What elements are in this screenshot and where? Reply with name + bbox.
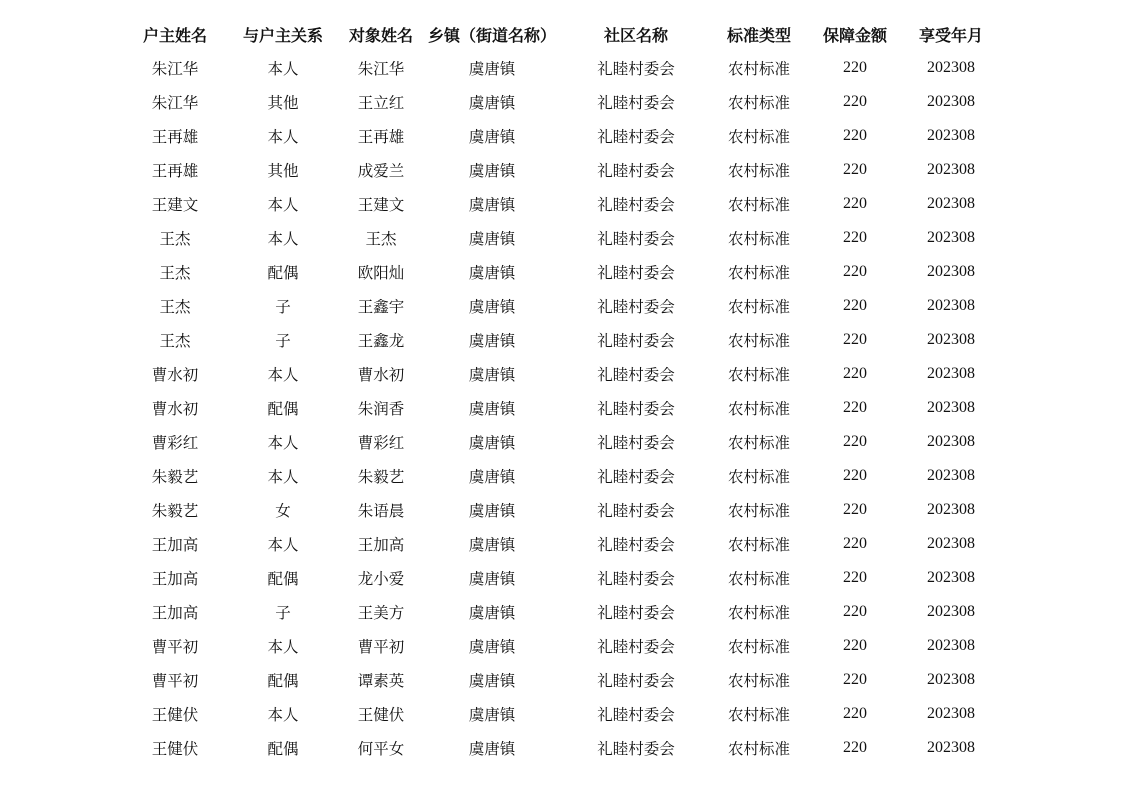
cell-township: 虞唐镇 [468, 94, 516, 112]
cell-beneficiary-name: 欧阳灿 [357, 264, 405, 282]
cell-amount: 220 [843, 467, 867, 484]
header-relationship: 与户主关系 [242, 25, 323, 45]
cell-beneficiary-name: 曹彩红 [357, 434, 405, 452]
table-row [120, 425, 996, 459]
cell-standard-type: 农村标准 [727, 230, 790, 248]
cell-relationship: 本人 [267, 60, 299, 78]
cell-relationship: 配偶 [267, 264, 299, 282]
cell-beneficiary-name: 谭素英 [357, 672, 405, 690]
table-body [120, 51, 996, 765]
cell-standard-type: 农村标准 [727, 502, 790, 520]
cell-household-head-name: 王建文 [151, 196, 199, 214]
cell-beneficiary-name: 朱毅艺 [357, 468, 405, 486]
cell-household-head-name: 朱毅艺 [151, 468, 199, 486]
cell-period: 202308 [927, 331, 975, 348]
cell-standard-type: 农村标准 [727, 332, 790, 350]
cell-period: 202308 [927, 161, 975, 178]
cell-relationship: 本人 [267, 128, 299, 146]
cell-standard-type: 农村标准 [727, 264, 790, 282]
cell-household-head-name: 王加高 [151, 570, 199, 588]
cell-township: 虞唐镇 [468, 332, 516, 350]
table-row [120, 629, 996, 663]
cell-household-head-name: 朱毅艺 [151, 502, 199, 520]
cell-household-head-name: 王杰 [159, 298, 191, 316]
cell-township: 虞唐镇 [468, 400, 516, 418]
cell-amount: 220 [843, 671, 867, 688]
cell-standard-type: 农村标准 [727, 706, 790, 724]
header-amount: 保障金额 [822, 25, 887, 45]
cell-amount: 220 [843, 705, 867, 722]
table-row [120, 357, 996, 391]
cell-beneficiary-name: 何平女 [357, 740, 405, 758]
cell-community: 礼睦村委会 [597, 94, 675, 112]
cell-period: 202308 [927, 467, 975, 484]
table-row [120, 595, 996, 629]
cell-amount: 220 [843, 59, 867, 76]
table-row [120, 731, 996, 765]
cell-standard-type: 农村标准 [727, 196, 790, 214]
cell-township: 虞唐镇 [468, 706, 516, 724]
cell-amount: 220 [843, 93, 867, 110]
cell-standard-type: 农村标准 [727, 366, 790, 384]
table-row [120, 51, 996, 85]
cell-period: 202308 [927, 501, 975, 518]
cell-beneficiary-name: 王鑫宇 [357, 298, 405, 316]
cell-township: 虞唐镇 [468, 536, 516, 554]
cell-community: 礼睦村委会 [597, 196, 675, 214]
header-household-head-name: 户主姓名 [142, 25, 207, 45]
cell-household-head-name: 曹彩红 [151, 434, 199, 452]
cell-household-head-name: 王杰 [159, 332, 191, 350]
cell-period: 202308 [927, 297, 975, 314]
cell-relationship: 本人 [267, 536, 299, 554]
cell-amount: 220 [843, 195, 867, 212]
cell-township: 虞唐镇 [468, 604, 516, 622]
cell-township: 虞唐镇 [468, 672, 516, 690]
cell-relationship: 本人 [267, 638, 299, 656]
cell-community: 礼睦村委会 [597, 60, 675, 78]
cell-amount: 220 [843, 399, 867, 416]
cell-township: 虞唐镇 [468, 230, 516, 248]
table-row [120, 663, 996, 697]
cell-period: 202308 [927, 59, 975, 76]
cell-amount: 220 [843, 739, 867, 756]
cell-relationship: 本人 [267, 434, 299, 452]
table-row [120, 697, 996, 731]
table-row [120, 561, 996, 595]
cell-township: 虞唐镇 [468, 264, 516, 282]
cell-relationship: 本人 [267, 196, 299, 214]
cell-amount: 220 [843, 331, 867, 348]
cell-standard-type: 农村标准 [727, 638, 790, 656]
cell-township: 虞唐镇 [468, 60, 516, 78]
cell-standard-type: 农村标准 [727, 536, 790, 554]
cell-beneficiary-name: 王加高 [357, 536, 405, 554]
cell-amount: 220 [843, 535, 867, 552]
cell-community: 礼睦村委会 [597, 400, 675, 418]
table-row [120, 119, 996, 153]
cell-period: 202308 [927, 637, 975, 654]
header-period: 享受年月 [918, 25, 983, 45]
cell-relationship: 配偶 [267, 740, 299, 758]
assistance-roster-table [120, 17, 996, 765]
cell-amount: 220 [843, 127, 867, 144]
cell-period: 202308 [927, 671, 975, 688]
cell-beneficiary-name: 朱润香 [357, 400, 405, 418]
cell-period: 202308 [927, 263, 975, 280]
cell-relationship: 配偶 [267, 570, 299, 588]
cell-period: 202308 [927, 705, 975, 722]
cell-period: 202308 [927, 433, 975, 450]
cell-township: 虞唐镇 [468, 502, 516, 520]
cell-township: 虞唐镇 [468, 434, 516, 452]
cell-community: 礼睦村委会 [597, 230, 675, 248]
cell-relationship: 其他 [267, 94, 299, 112]
cell-standard-type: 农村标准 [727, 570, 790, 588]
table-row [120, 289, 996, 323]
header-beneficiary-name: 对象姓名 [348, 25, 413, 45]
cell-community: 礼睦村委会 [597, 298, 675, 316]
cell-household-head-name: 王再雄 [151, 162, 199, 180]
cell-community: 礼睦村委会 [597, 672, 675, 690]
cell-standard-type: 农村标准 [727, 162, 790, 180]
cell-beneficiary-name: 曹水初 [357, 366, 405, 384]
cell-community: 礼睦村委会 [597, 162, 675, 180]
cell-period: 202308 [927, 739, 975, 756]
cell-beneficiary-name: 成爱兰 [357, 162, 405, 180]
cell-household-head-name: 朱江华 [151, 94, 199, 112]
cell-community: 礼睦村委会 [597, 468, 675, 486]
cell-community: 礼睦村委会 [597, 570, 675, 588]
table-row [120, 255, 996, 289]
cell-standard-type: 农村标准 [727, 434, 790, 452]
cell-township: 虞唐镇 [468, 570, 516, 588]
cell-amount: 220 [843, 229, 867, 246]
header-township: 乡镇（街道名称） [427, 25, 556, 45]
cell-standard-type: 农村标准 [727, 60, 790, 78]
cell-household-head-name: 王杰 [159, 230, 191, 248]
cell-period: 202308 [927, 195, 975, 212]
cell-beneficiary-name: 王再雄 [357, 128, 405, 146]
cell-amount: 220 [843, 501, 867, 518]
cell-community: 礼睦村委会 [597, 434, 675, 452]
cell-amount: 220 [843, 603, 867, 620]
cell-township: 虞唐镇 [468, 638, 516, 656]
header-standard-type: 标准类型 [726, 25, 791, 45]
cell-amount: 220 [843, 433, 867, 450]
cell-household-head-name: 曹水初 [151, 366, 199, 384]
cell-household-head-name: 王健伏 [151, 740, 199, 758]
cell-relationship: 其他 [267, 162, 299, 180]
cell-community: 礼睦村委会 [597, 706, 675, 724]
cell-relationship: 子 [275, 604, 291, 622]
cell-township: 虞唐镇 [468, 740, 516, 758]
cell-amount: 220 [843, 297, 867, 314]
cell-community: 礼睦村委会 [597, 536, 675, 554]
cell-beneficiary-name: 王美方 [357, 604, 405, 622]
cell-period: 202308 [927, 127, 975, 144]
cell-amount: 220 [843, 569, 867, 586]
cell-household-head-name: 曹平初 [151, 638, 199, 656]
cell-relationship: 配偶 [267, 672, 299, 690]
cell-household-head-name: 王健伏 [151, 706, 199, 724]
cell-relationship: 女 [275, 502, 291, 520]
table-row [120, 187, 996, 221]
table-row [120, 493, 996, 527]
cell-relationship: 配偶 [267, 400, 299, 418]
cell-community: 礼睦村委会 [597, 128, 675, 146]
cell-period: 202308 [927, 93, 975, 110]
cell-amount: 220 [843, 365, 867, 382]
cell-standard-type: 农村标准 [727, 740, 790, 758]
cell-relationship: 子 [275, 332, 291, 350]
table-row [120, 221, 996, 255]
cell-household-head-name: 王加高 [151, 604, 199, 622]
cell-period: 202308 [927, 399, 975, 416]
cell-beneficiary-name: 王健伏 [357, 706, 405, 724]
cell-household-head-name: 王再雄 [151, 128, 199, 146]
cell-standard-type: 农村标准 [727, 94, 790, 112]
cell-beneficiary-name: 王杰 [365, 230, 397, 248]
cell-township: 虞唐镇 [468, 366, 516, 384]
header-community: 社区名称 [603, 25, 668, 45]
cell-community: 礼睦村委会 [597, 502, 675, 520]
cell-period: 202308 [927, 603, 975, 620]
cell-standard-type: 农村标准 [727, 672, 790, 690]
cell-household-head-name: 王加高 [151, 536, 199, 554]
cell-community: 礼睦村委会 [597, 638, 675, 656]
cell-period: 202308 [927, 569, 975, 586]
table-row [120, 527, 996, 561]
cell-community: 礼睦村委会 [597, 604, 675, 622]
cell-amount: 220 [843, 263, 867, 280]
cell-standard-type: 农村标准 [727, 400, 790, 418]
cell-beneficiary-name: 王立红 [357, 94, 405, 112]
cell-household-head-name: 曹水初 [151, 400, 199, 418]
cell-community: 礼睦村委会 [597, 264, 675, 282]
cell-relationship: 本人 [267, 706, 299, 724]
cell-community: 礼睦村委会 [597, 366, 675, 384]
cell-household-head-name: 朱江华 [151, 60, 199, 78]
cell-beneficiary-name: 王建文 [357, 196, 405, 214]
cell-township: 虞唐镇 [468, 468, 516, 486]
cell-period: 202308 [927, 535, 975, 552]
cell-beneficiary-name: 曹平初 [357, 638, 405, 656]
table-header-row [120, 17, 996, 51]
cell-period: 202308 [927, 365, 975, 382]
cell-beneficiary-name: 朱语晨 [357, 502, 405, 520]
cell-standard-type: 农村标准 [727, 298, 790, 316]
cell-standard-type: 农村标准 [727, 468, 790, 486]
cell-relationship: 子 [275, 298, 291, 316]
cell-community: 礼睦村委会 [597, 332, 675, 350]
table-row [120, 391, 996, 425]
cell-household-head-name: 曹平初 [151, 672, 199, 690]
table-row [120, 323, 996, 357]
cell-relationship: 本人 [267, 366, 299, 384]
cell-township: 虞唐镇 [468, 162, 516, 180]
cell-standard-type: 农村标准 [727, 128, 790, 146]
cell-period: 202308 [927, 229, 975, 246]
cell-beneficiary-name: 龙小爱 [357, 570, 405, 588]
cell-amount: 220 [843, 637, 867, 654]
cell-relationship: 本人 [267, 230, 299, 248]
table-row [120, 153, 996, 187]
cell-township: 虞唐镇 [468, 128, 516, 146]
cell-household-head-name: 王杰 [159, 264, 191, 282]
cell-relationship: 本人 [267, 468, 299, 486]
cell-township: 虞唐镇 [468, 196, 516, 214]
cell-standard-type: 农村标准 [727, 604, 790, 622]
cell-beneficiary-name: 朱江华 [357, 60, 405, 78]
cell-beneficiary-name: 王鑫龙 [357, 332, 405, 350]
cell-community: 礼睦村委会 [597, 740, 675, 758]
cell-amount: 220 [843, 161, 867, 178]
table-row [120, 85, 996, 119]
cell-township: 虞唐镇 [468, 298, 516, 316]
table-row [120, 459, 996, 493]
